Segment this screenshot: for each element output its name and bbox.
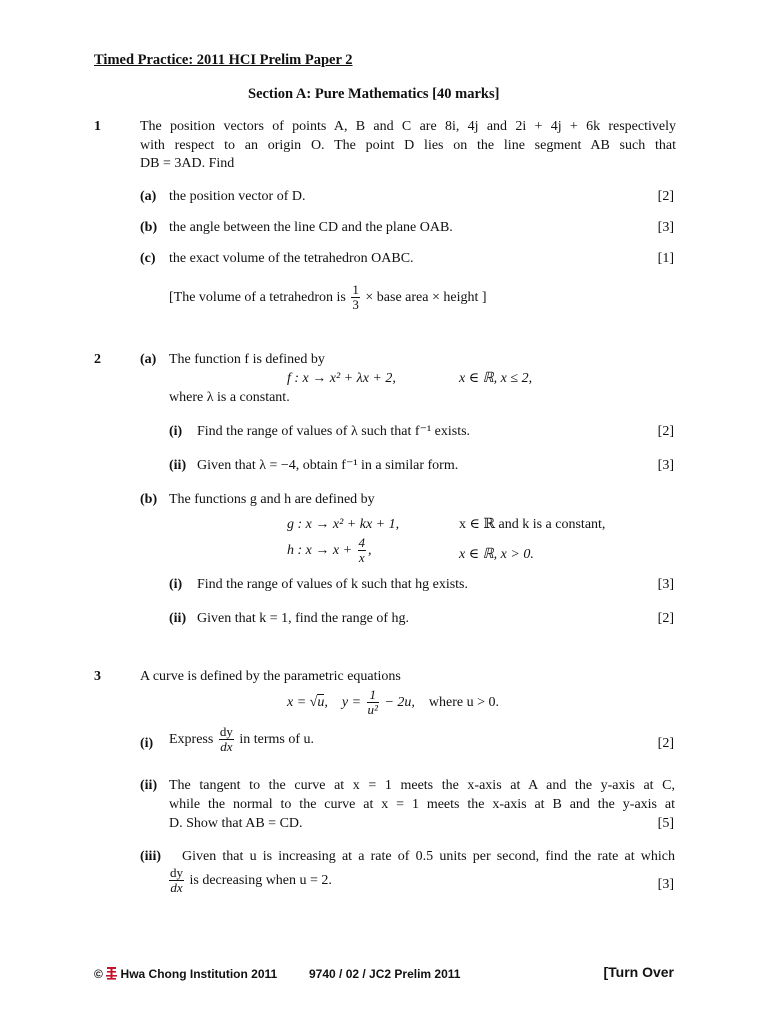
q3-part-ii-label: (ii)	[140, 778, 158, 793]
q2-f-domain: x ∈ ℝ, x ≤ 2,	[459, 371, 533, 386]
q1-volume-hint	[169, 283, 487, 313]
q3-part-i-after: in terms of u.	[239, 732, 314, 747]
q3-y-fraction-denominator: u²	[367, 702, 378, 718]
hci-logo-icon	[106, 966, 117, 980]
q2b-part-ii-label: (ii)	[169, 611, 187, 626]
q2-h-definition	[287, 536, 372, 566]
q2-h-fraction	[358, 536, 367, 565]
q3-part-iii-line-1: Given that u is increasing at a rate of 0.5 units per second, find the rate at which	[182, 849, 675, 864]
q1-hint-before: [The volume of a tetrahedron is	[169, 290, 346, 305]
q1-part-b-label: (b)	[140, 220, 158, 235]
q1-part-b-text: the angle between the line CD and the plane OAB.	[169, 220, 453, 235]
q3-part-ii-line-2: while the normal to the curve at x = 1 meets the x-axis at B and the y-axis at	[169, 797, 675, 812]
q1-part-a-text: the position vector of D.	[169, 189, 306, 204]
q3-y-fraction-numerator: 1	[367, 688, 379, 703]
q3-part-i-before: Express	[169, 732, 214, 747]
q1-part-c-label: (c)	[140, 251, 156, 266]
q2b-part-ii-text: Given that k = 1, find the range of hg.	[197, 611, 410, 626]
q2-part-b-label: (b)	[140, 492, 158, 507]
q2-g-definition: g : x → x² + kx + 1,	[287, 517, 400, 532]
q3-x-eq-sqrt: u	[317, 695, 325, 710]
q2-h-domain: x ∈ ℝ, x > 0.	[459, 547, 534, 562]
q3-part-iii-label: (iii)	[140, 849, 161, 864]
q2-h-def-before: h : x → x +	[287, 543, 353, 558]
q1-hint-fraction-denominator: 3	[352, 297, 359, 313]
q1-part-c-marks: [1]	[657, 251, 674, 266]
q3-part-ii-line-1: The tangent to the curve at x = 1 meets the x-axis at A and the y-axis at C,	[169, 778, 675, 793]
q2b-part-ii-marks: [2]	[657, 611, 674, 626]
q3-part-iii-fraction	[169, 866, 184, 895]
footer-paper-code: 9740 / 02 / JC2 Prelim 2011	[309, 967, 461, 981]
q2-h-fraction-denominator: x	[358, 550, 365, 566]
q2-part-a-where: where λ is a constant.	[169, 390, 290, 405]
footer-copyright	[94, 966, 277, 983]
q2a-part-i-label: (i)	[169, 424, 183, 439]
footer-institution: Hwa Chong Institution 2011	[120, 967, 278, 981]
q3-part-iii-fraction-numerator: dy	[170, 865, 183, 881]
q2a-part-ii-text: Given that λ = −4, obtain f⁻¹ in a similar form.	[197, 458, 459, 473]
q3-part-iii-fraction-denominator: dx	[170, 880, 183, 896]
q2b-part-i-marks: [3]	[657, 577, 674, 592]
q3-part-ii-marks: [5]	[657, 816, 674, 831]
q3-where: where u > 0.	[428, 695, 499, 710]
q3-parametric-equations	[287, 688, 499, 718]
q3-part-i-marks: [2]	[657, 736, 674, 751]
question-1-intro-line-2: with respect to an origin O. The point D lies on the line segment AB such that	[140, 138, 676, 153]
q3-part-i-fraction	[219, 725, 234, 754]
q2a-part-ii-marks: [3]	[657, 458, 674, 473]
q1-hint-fraction	[351, 283, 360, 312]
q1-part-c-text: the exact volume of the tetrahedron OABC.	[169, 251, 414, 266]
question-3-number: 3	[94, 669, 101, 684]
q2b-part-i-label: (i)	[169, 577, 183, 592]
q3-part-iii-line-2-wrap	[169, 866, 332, 896]
q3-part-i-fraction-numerator: dy	[219, 724, 233, 740]
q3-y-eq-before: y =	[341, 695, 362, 710]
q2-h-def-after: ,	[368, 543, 372, 558]
q3-part-iii-marks: [3]	[657, 877, 674, 892]
q2a-part-ii-label: (ii)	[169, 458, 187, 473]
q2-f-definition: f : x → x² + λx + 2,	[287, 371, 396, 386]
q3-sqrt-symbol: √	[309, 695, 318, 710]
q3-x-eq-after: ,	[324, 695, 328, 710]
q3-intro: A curve is defined by the parametric equations	[140, 669, 401, 684]
question-1-number: 1	[94, 119, 101, 134]
question-2-number: 2	[94, 352, 101, 367]
q1-part-b-marks: [3]	[657, 220, 674, 235]
paper-title: Timed Practice: 2011 HCI Prelim Paper 2	[94, 52, 353, 68]
q2-part-a-intro: The function f is defined by	[169, 352, 325, 367]
q3-part-ii-line-3: D. Show that AB = CD.	[169, 816, 303, 831]
section-heading: Section A: Pure Mathematics [40 marks]	[248, 86, 500, 102]
q3-part-i-label: (i)	[140, 736, 154, 751]
q2-part-b-intro: The functions g and h are defined by	[169, 492, 375, 507]
q3-x-eq-before: x =	[287, 695, 307, 710]
turn-over-label: [Turn Over	[603, 964, 674, 980]
q3-part-i-text	[169, 725, 314, 755]
q3-y-eq-after: − 2u,	[384, 695, 415, 710]
q2a-part-i-marks: [2]	[657, 424, 674, 439]
q2-part-a-label: (a)	[140, 352, 157, 367]
q3-part-i-fraction-denominator: dx	[220, 739, 233, 755]
q1-part-a-label: (a)	[140, 189, 157, 204]
q3-part-iii-line-2: is decreasing when u = 2.	[189, 873, 332, 888]
q2a-part-i-text: Find the range of values of λ such that f⁻¹ exists.	[197, 424, 471, 439]
q1-part-a-marks: [2]	[657, 189, 674, 204]
question-1-intro-line-3: DB = 3AD. Find	[140, 156, 235, 171]
question-1-intro-line-1: The position vectors of points A, B and C are 8i, 4j and 2i + 4j + 6k respectively	[140, 119, 676, 134]
copyright-symbol: ©	[94, 967, 103, 981]
q1-hint-after: × base area × height ]	[365, 290, 487, 305]
q2b-part-i-text: Find the range of values of k such that hg exists.	[197, 577, 469, 592]
q1-hint-fraction-numerator: 1	[352, 282, 359, 298]
q3-y-fraction	[367, 688, 379, 717]
q2-h-fraction-numerator: 4	[358, 535, 366, 551]
q2-g-domain: x ∈ ℝ and k is a constant,	[459, 517, 606, 532]
